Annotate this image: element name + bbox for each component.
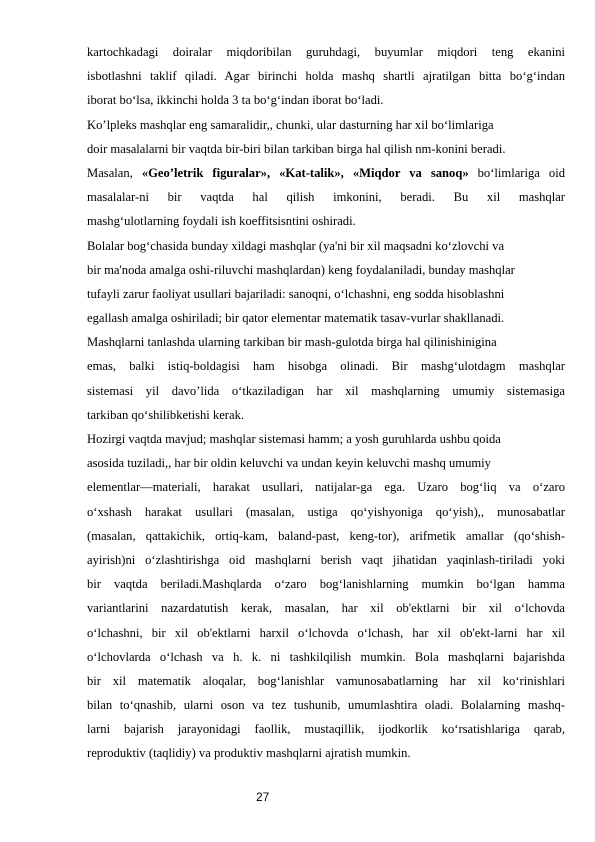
body-line: bir xil matematik aloqalar, bog‘lanishlar vamunosabatlarning har xil ko‘rinishlari bbox=[87, 673, 565, 688]
body-line: Bolalar bog‘chasida bunday xildagi mashqlar (ya'ni bir xil maqsadni ko‘zlovchi va bbox=[87, 238, 505, 253]
body-line: variantlarini nazardatutish kerak, masalan, har xil ob'ektlarni bir xil o‘lchovda bbox=[87, 601, 565, 616]
body-line: kartochkadagi doiralar miqdoribilan guruhdagi, buyumlar miqdori teng ekanini bbox=[87, 45, 565, 59]
body-line: (masalan, qattakichik, ortiq-kam, baland-past, keng-tor), arifmetik amallar (qo‘shish- bbox=[87, 528, 565, 543]
body-line: reproduktiv (taqlidiy) va produktiv mashqlarni ajratish mumkin. bbox=[87, 746, 411, 761]
example-bold-sections: «Geo’letrik figuralar», «Kat-talik», «Miqdor va sanoq» bbox=[141, 165, 469, 180]
body-line: larni bajarish jarayonidagi faollik, mustaqillik, ijodkorlik ko‘rsatishlariga qarab, bbox=[87, 722, 565, 737]
body-line: egallash amalga oshiriladi; bir qator elementar matematik tasav-vurlar shakllanadi. bbox=[87, 311, 505, 326]
document-page bbox=[87, 40, 565, 766]
body-line: tarkiban qo‘shilibketishi kerak. bbox=[87, 407, 245, 422]
body-line: bilan to‘qnashib, ularni oson va tez tushunib, umumlashtira oladi. Bolalarning mashq- bbox=[87, 698, 565, 713]
body-line: o‘xshash harakat usullari (masalan, ustiga qo‘yishyoniga qo‘yish),, munosabatlar bbox=[87, 504, 565, 519]
body-line: tufayli zarur faoliyat usullari bajariladi: sanoqni, o‘lchashni, eng sodda hisoblashni bbox=[87, 286, 505, 301]
example-line bbox=[87, 161, 565, 185]
body-line: Ko’lpleks mashqlar eng samaralidir,, chunki, ular dasturning har xil bo‘limlariga bbox=[87, 117, 494, 132]
page-number: 27 bbox=[256, 790, 270, 804]
body-line: Hozirgi vaqtda mavjud; mashqlar sistemasi hamm; a yosh guruhlarda ushbu qoida bbox=[87, 432, 501, 446]
body-line: emas, balki istiq-boldagisi ham hisobga olinadi. Bir mashg‘ulotdagm mashqlar bbox=[87, 359, 565, 374]
body-line: o‘lchovlarda o‘lchash va h. k. ni tashkilqilish mumkin. Bola mashqlarni bajarishda bbox=[87, 649, 565, 664]
example-suffix: bo‘limlariga oid bbox=[468, 165, 565, 180]
body-line: masalalar-ni bir vaqtda hal qilish imkonini, beradi. Bu xil mashqlar bbox=[87, 190, 565, 205]
body-line: isbotlashni taklif qiladi. Agar birinchi holda mashq shartli ajratilgan bitta bo‘g‘indan bbox=[87, 69, 565, 84]
body-line: bir vaqtda beriladi.Mashqlarda o‘zaro bog‘lanishlarning mumkin bo‘lgan hamma bbox=[87, 577, 565, 592]
body-line: sistemasi yil davo’lida o‘tkaziladigan har xil mashqlarning umumiy sistemasiga bbox=[87, 383, 565, 398]
body-line: elementlar—materiali, harakat usullari, natijalar-ga ega. Uzaro bog‘liq va o‘zaro bbox=[87, 480, 565, 495]
body-line: ayirish)ni o‘zlashtirishga oid mashqlarni berish vaqt jihatidan yaqinlash-tiriladi yoki bbox=[87, 552, 565, 567]
body-line: mashg‘ulotlarning foydali ish koeffitsisntini oshiradi. bbox=[87, 214, 356, 229]
example-prefix: Masalan, bbox=[87, 165, 142, 180]
body-line: o‘lchashni, bir xil ob'ektlarni harxil o‘lchovda o‘lchash, har xil ob'ekt-larni har xil bbox=[87, 625, 565, 640]
body-line: iborat bo‘lsa, ikkinchi holda 3 ta bo‘g‘indan iborat bo‘ladi. bbox=[87, 93, 384, 108]
body-line: bir ma'noda amalga oshi-riluvchi mashqlardan) keng foydalaniladi, bunday mashqlar bbox=[87, 262, 515, 277]
body-line: doir masalalarni bir vaqtda bir-biri bilan tarkiban birga hal qilish nm-konini beradi. bbox=[87, 141, 506, 156]
body-line: asosida tuziladi,, har bir oldin keluvchi va undan keyin keluvchi mashq umumiy bbox=[87, 456, 491, 471]
body-line: Mashqlarni tanlashda ularning tarkiban bir mash-gulotda birga hal qilinishinigina bbox=[87, 335, 497, 350]
